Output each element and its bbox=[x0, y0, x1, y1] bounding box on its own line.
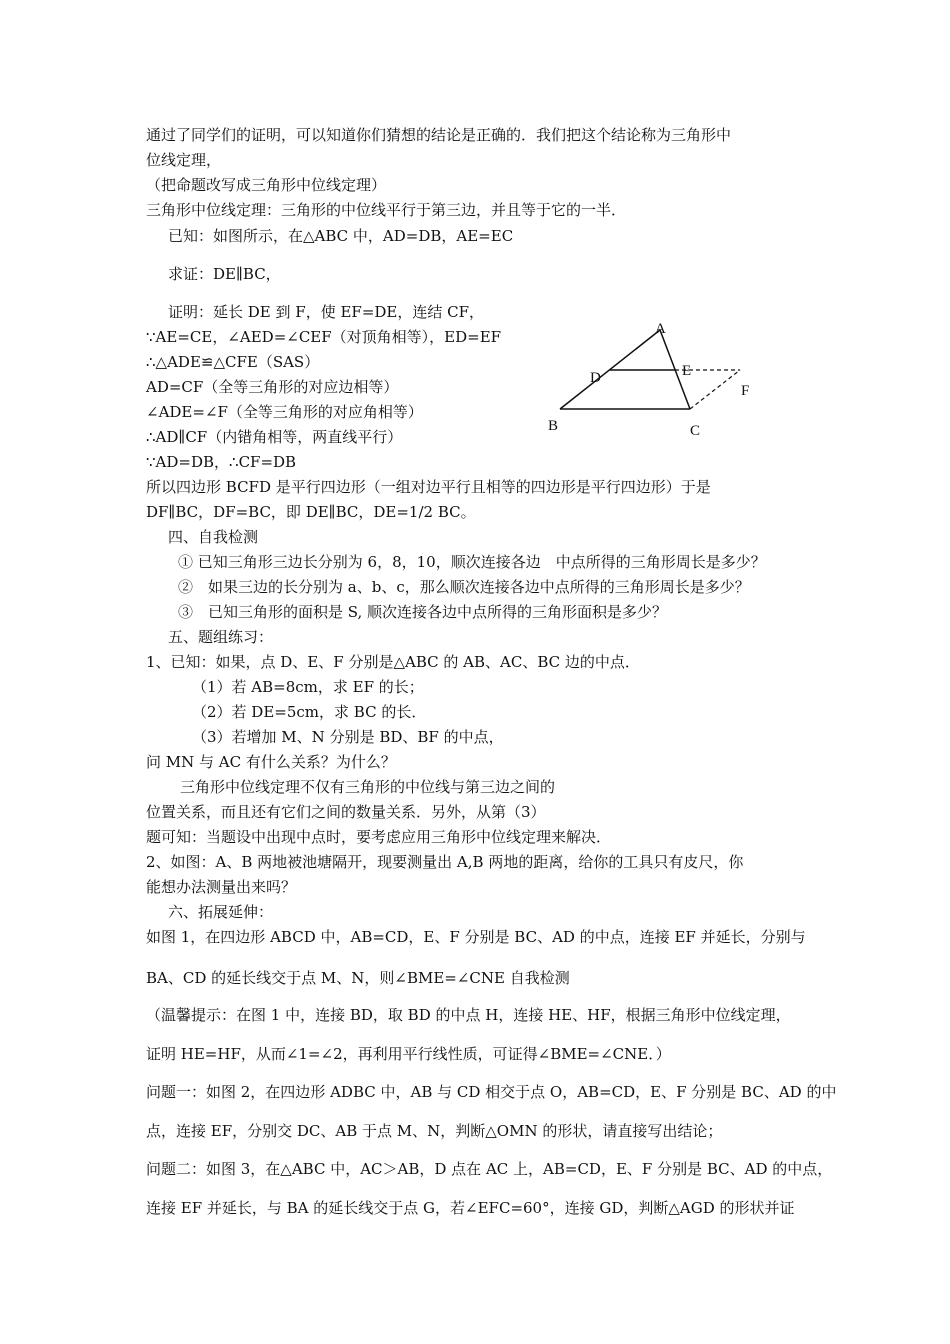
label-a: A bbox=[655, 321, 666, 337]
section-heading-6: 六、拓展延伸： bbox=[168, 903, 274, 921]
problem-1-line-1: 问题一：如图 2，在四边形 ADBC 中，AB 与 CD 相交于点 O，AB=CD，E、F 分别是 BC、AD 的中 bbox=[146, 1083, 837, 1101]
label-c: C bbox=[690, 423, 701, 439]
proof-conclusion: DF∥BC，DF=BC，即 DE∥BC，DE=1/2 BC。 bbox=[146, 503, 476, 521]
section-heading-4: 四、自我检测 bbox=[168, 528, 259, 546]
proof-step-1: ∵AE=CE，∠AED=∠CEF（对顶角相等），ED=EF bbox=[146, 328, 502, 346]
proof-step-7: 所以四边形 BCFD 是平行四边形（一组对边平行且相等的四边形是平行四边形）于是 bbox=[146, 478, 711, 496]
given-statement: 已知：如图所示，在△ABC 中，AD=DB，AE=EC bbox=[168, 227, 514, 245]
proof-step-4: ∠ADE=∠F（全等三角形的对应角相等） bbox=[146, 403, 423, 421]
theorem-statement: 三角形中位线定理：三角形的中位线平行于第三边，并且等于它的一半． bbox=[146, 201, 627, 219]
note-line-3: 题可知：当题设中出现中点时，要考虑应用三角形中位线定理来解决． bbox=[146, 828, 612, 846]
hint-line-1: （温馨提示：在图 1 中，连接 BD，取 BD 的中点 H，连接 HE、HF，根据三角形中位线定理， bbox=[146, 1006, 791, 1024]
text-line-1: 通过了同学们的证明，可以知道你们猜想的结论是正确的．我们把这个结论称为三角形中 bbox=[146, 126, 732, 144]
proof-step-6: ∵AD=DB，∴CF=DB bbox=[146, 453, 297, 471]
to-prove: 求证：DE∥BC， bbox=[168, 265, 281, 283]
segment-cf bbox=[690, 370, 740, 409]
exercise-2-cont: 能想办法测量出来吗？ bbox=[146, 878, 297, 896]
triangle-midline-figure bbox=[540, 315, 760, 445]
exercise-1-part-2: （2）若 DE=5cm，求 BC 的长． bbox=[192, 703, 427, 721]
label-e: E bbox=[682, 363, 692, 379]
proof-step-2: ∴△ADE≌△CFE（SAS） bbox=[146, 353, 320, 371]
extension-line-2: BA、CD 的延长线交于点 M、N，则∠BME=∠CNE 自我检测 bbox=[146, 969, 570, 987]
hint-line-2: 证明 HE=HF，从而∠1=∠2，再利用平行线性质，可证得∠BME=∠CNE．） bbox=[146, 1045, 671, 1063]
proof-step-5: ∴AD∥CF（内错角相等，两直线平行） bbox=[146, 428, 403, 446]
problem-1-line-2: 点，连接 EF，分别交 DC、AB 于点 M、N，判断△OMN 的形状，请直接写出结论； bbox=[146, 1122, 723, 1140]
extension-line-1: 如图 1，在四边形 ABCD 中，AB=CD，E、F 分别是 BC、AD 的中点，连接 EF 并延长，分别与 bbox=[146, 928, 806, 946]
exercise-1-part-3: （3）若增加 M、N 分别是 BD、BF 的中点， bbox=[192, 728, 504, 746]
text-line-3: （把命题改写成三角形中位线定理） bbox=[146, 176, 387, 194]
self-check-1: ① 已知三角形三边长分别为 6，8，10，顺次连接各边 中点所得的三角形周长是多少？ bbox=[178, 553, 766, 571]
label-f: F bbox=[741, 383, 750, 399]
exercise-1: 1、已知：如果，点 D、E、F 分别是△ABC 的 AB、AC、BC 边的中点． bbox=[146, 653, 640, 671]
self-check-2: ② 如果三边的长分别为 a、b、c，那么顺次连接各边中点所得的三角形周长是多少？ bbox=[178, 578, 750, 596]
exercise-2: 2、如图：A、B 两地被池塘隔开，现要测量出 A,B 两地的距离，给你的工具只有皮尺，你 bbox=[146, 853, 744, 871]
proof-start: 证明：延长 DE 到 F，使 EF=DE，连结 CF， bbox=[168, 303, 485, 321]
exercise-1-question: 问 MN 与 AC 有什么关系？为什么？ bbox=[146, 753, 396, 771]
text-line-2: 位线定理， bbox=[146, 151, 222, 169]
label-b: B bbox=[548, 418, 559, 434]
proof-step-3: AD=CF（全等三角形的对应边相等） bbox=[146, 378, 399, 396]
section-heading-5: 五、题组练习： bbox=[168, 628, 274, 646]
problem-2-line-2: 连接 EF 并延长，与 BA 的延长线交于点 G，若∠EFC=60°，连接 GD，判断△AGD 的形状并证 bbox=[146, 1199, 795, 1217]
self-check-3: ③ 已知三角形的面积是 S, 顺次连接各边中点所得的三角形面积是多少？ bbox=[178, 603, 668, 621]
note-line-2: 位置关系，而且还有它们之间的数量关系．另外，从第（3） bbox=[146, 803, 546, 821]
problem-2-line-1: 问题二：如图 3，在△ABC 中，AC＞AB，D 点在 AC 上，AB=CD，E、F 分别是 BC、AD 的中点， bbox=[146, 1160, 833, 1178]
exercise-1-part-1: （1）若 AB=8cm，求 EF 的长； bbox=[192, 678, 424, 696]
label-d: D bbox=[590, 370, 601, 386]
note-line-1: 三角形中位线定理不仅有三角形的中位线与第三边之间的 bbox=[180, 778, 556, 796]
